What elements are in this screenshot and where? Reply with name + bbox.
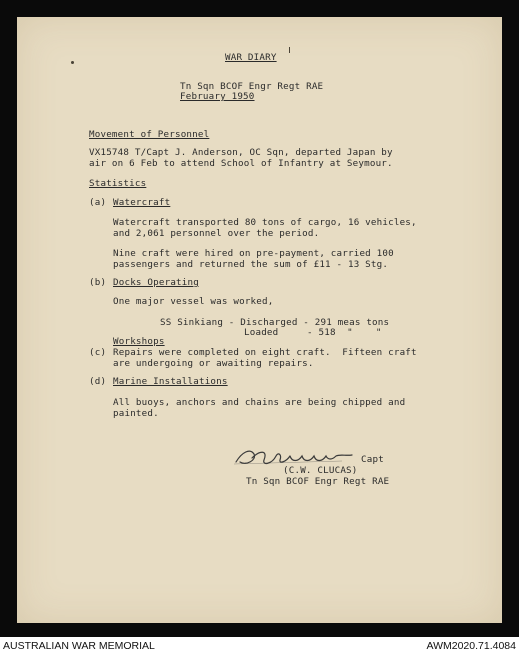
signatory-rank: Capt xyxy=(361,454,384,465)
footer-institution: AUSTRALIAN WAR MEMORIAL xyxy=(3,640,155,652)
item-c-label: (c) xyxy=(89,347,107,358)
period: February 1950 xyxy=(180,91,255,102)
personnel-line-2: air on 6 Feb to attend School of Infantry at Seymour. xyxy=(89,158,393,169)
item-a-line-3: Nine craft were hired on pre-payment, carried 100 xyxy=(113,248,394,259)
item-c-line-1: Repairs were completed on eight craft. Fifteen craft xyxy=(113,347,417,358)
page-heading: WAR DIARY xyxy=(225,52,277,63)
item-a-line-4: passengers and returned the sum of £11 - 13 Stg. xyxy=(113,259,389,270)
personnel-line-1: VX15748 T/Capt J. Anderson, OC Sqn, departed Japan by xyxy=(89,147,393,158)
item-c-title: Workshops xyxy=(113,336,165,347)
item-a-line-2: and 2,061 personnel over the period. xyxy=(113,228,320,239)
signatory-name: (C.W. CLUCAS) xyxy=(283,465,358,476)
signatory-unit: Tn Sqn BCOF Engr Regt RAE xyxy=(246,476,390,487)
document-page xyxy=(17,17,502,623)
unit-name: Tn Sqn BCOF Engr Regt RAE xyxy=(180,81,324,92)
section-personnel-title: Movement of Personnel xyxy=(89,129,210,140)
ink-mark xyxy=(289,47,290,53)
ink-speck xyxy=(71,61,74,64)
item-b-label: (b) xyxy=(89,277,107,288)
item-b-title: Docks Operating xyxy=(113,277,199,288)
item-a-title: Watercraft xyxy=(113,197,171,208)
item-d-line-2: painted. xyxy=(113,408,159,419)
item-d-label: (d) xyxy=(89,376,107,387)
statistics-title: Statistics xyxy=(89,178,147,189)
item-a-line-1: Watercraft transported 80 tons of cargo, 16 vehicles, xyxy=(113,217,417,228)
item-d-title: Marine Installations xyxy=(113,376,228,387)
item-a-label: (a) xyxy=(89,197,107,208)
item-c-line-2: are undergoing or awaiting repairs. xyxy=(113,358,314,369)
footer-accession-number: AWM2020.71.4084 xyxy=(426,640,516,652)
item-b-line-2: SS Sinkiang - Discharged - 291 meas tons xyxy=(160,317,390,328)
item-b-line-1: One major vessel was worked, xyxy=(113,296,274,307)
item-d-line-1: All buoys, anchors and chains are being chipped and xyxy=(113,397,406,408)
item-b-line-3: Loaded - 518 " " xyxy=(244,327,382,338)
